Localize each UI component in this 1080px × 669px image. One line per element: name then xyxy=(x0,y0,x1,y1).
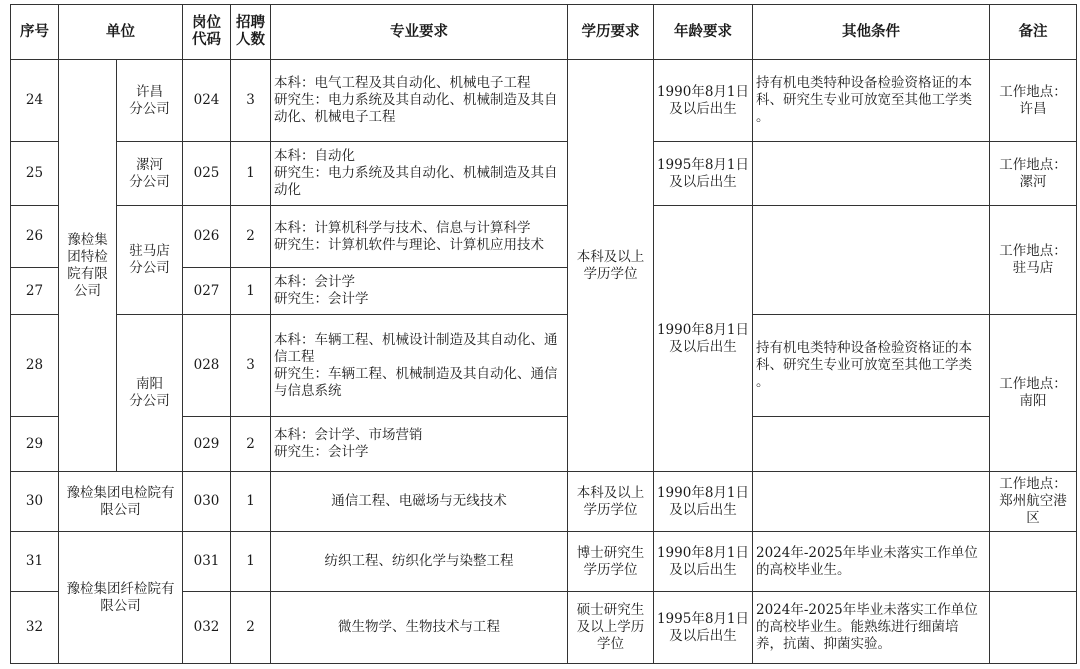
seq-cell: 25 xyxy=(11,142,59,206)
subunit-cell: 许昌 分公司 xyxy=(117,60,183,142)
age-cell: 1995年8月1日 及以后出生 xyxy=(654,592,753,664)
table-row xyxy=(11,206,1077,268)
table-row xyxy=(11,472,1077,532)
code-cell: 028 xyxy=(183,315,231,417)
unit-group-cell: 豫检集团特检院有限公司 xyxy=(59,60,117,472)
header-age: 年龄要求 xyxy=(654,5,753,60)
count-cell: 2 xyxy=(231,206,271,268)
note-cell: 工作地点： 郑州航空港 区 xyxy=(990,472,1077,532)
seq-cell: 30 xyxy=(11,472,59,532)
edu-cell: 本科及以上 学历学位 xyxy=(568,60,654,472)
major-cell: 本科：自动化 研究生：电力系统及其自动化、机械制造及其自动化 xyxy=(271,142,568,206)
seq-cell: 29 xyxy=(11,417,59,472)
code-cell: 025 xyxy=(183,142,231,206)
header-note: 备注 xyxy=(990,5,1077,60)
seq-cell: 26 xyxy=(11,206,59,268)
other-cell xyxy=(753,142,990,206)
major-cell: 本科：电气工程及其自动化、机械电子工程 研究生：电力系统及其自动化、机械制造及其自动化、机械电子工程 xyxy=(271,60,568,142)
major-cell: 通信工程、电磁场与无线技术 xyxy=(271,472,568,532)
header-code: 岗位 代码 xyxy=(183,5,231,60)
other-cell: 2024年-2025年毕业未落实工作单位 的高校毕业生。能熟练进行细菌培 养，抗菌、抑菌实验。 xyxy=(753,592,990,664)
subunit-cell: 南阳 分公司 xyxy=(117,315,183,472)
code-cell: 030 xyxy=(183,472,231,532)
seq-cell: 32 xyxy=(11,592,59,664)
header-edu: 学历要求 xyxy=(568,5,654,60)
table-row xyxy=(11,142,1077,206)
header-row xyxy=(11,5,1077,60)
other-cell xyxy=(753,472,990,532)
note-cell: 工作地点： 漯河 xyxy=(990,142,1077,206)
header-seq: 序号 xyxy=(11,5,59,60)
header-other: 其他条件 xyxy=(753,5,990,60)
subunit-cell: 漯河 分公司 xyxy=(117,142,183,206)
code-cell: 032 xyxy=(183,592,231,664)
header-unit: 单位 xyxy=(59,5,183,60)
count-cell: 2 xyxy=(231,592,271,664)
code-cell: 026 xyxy=(183,206,231,268)
major-cell: 纺织工程、纺织化学与染整工程 xyxy=(271,532,568,592)
seq-cell: 24 xyxy=(11,60,59,142)
edu-cell: 硕士研究生 及以上学历 学位 xyxy=(568,592,654,664)
count-cell: 3 xyxy=(231,315,271,417)
header-major: 专业要求 xyxy=(271,5,568,60)
seq-cell: 27 xyxy=(11,268,59,315)
seq-cell: 28 xyxy=(11,315,59,417)
note-cell xyxy=(990,532,1077,592)
count-cell: 1 xyxy=(231,472,271,532)
unit-group-cell: 豫检集团纤检院有限公司 xyxy=(59,532,183,664)
other-cell xyxy=(753,417,990,472)
other-cell xyxy=(753,206,990,315)
major-cell: 本科：会计学、市场营销 研究生：会计学 xyxy=(271,417,568,472)
major-cell: 本科：车辆工程、机械设计制造及其自动化、通信工程 研究生：车辆工程、机械制造及其自动化、通信与信息系统 xyxy=(271,315,568,417)
note-cell: 工作地点： 许昌 xyxy=(990,60,1077,142)
code-cell: 029 xyxy=(183,417,231,472)
table-row xyxy=(11,315,1077,417)
age-cell: 1990年8月1日 及以后出生 xyxy=(654,532,753,592)
header-count: 招聘 人数 xyxy=(231,5,271,60)
count-cell: 1 xyxy=(231,268,271,315)
table-row xyxy=(11,532,1077,592)
age-cell: 1990年8月1日 及以后出生 xyxy=(654,472,753,532)
subunit-cell: 驻马店 分公司 xyxy=(117,206,183,315)
note-cell: 工作地点： 南阳 xyxy=(990,315,1077,472)
seq-cell: 31 xyxy=(11,532,59,592)
code-cell: 027 xyxy=(183,268,231,315)
major-cell: 微生物学、生物技术与工程 xyxy=(271,592,568,664)
count-cell: 3 xyxy=(231,60,271,142)
age-cell: 1995年8月1日 及以后出生 xyxy=(654,142,753,206)
other-cell: 2024年-2025年毕业未落实工作单位 的高校毕业生。 xyxy=(753,532,990,592)
note-cell xyxy=(990,592,1077,664)
other-cell: 持有机电类特种设备检验资格证的本 科、研究生专业可放宽至其他工学类 。 xyxy=(753,315,990,417)
major-cell: 本科：计算机科学与技术、信息与计算科学 研究生：计算机软件与理论、计算机应用技术 xyxy=(271,206,568,268)
count-cell: 1 xyxy=(231,532,271,592)
count-cell: 2 xyxy=(231,417,271,472)
code-cell: 024 xyxy=(183,60,231,142)
edu-cell: 博士研究生 学历学位 xyxy=(568,532,654,592)
count-cell: 1 xyxy=(231,142,271,206)
table-row xyxy=(11,60,1077,142)
major-cell: 本科：会计学 研究生：会计学 xyxy=(271,268,568,315)
note-cell: 工作地点： 驻马店 xyxy=(990,206,1077,315)
unit-group-cell: 豫检集团电检院有限公司 xyxy=(59,472,183,532)
edu-cell: 本科及以上 学历学位 xyxy=(568,472,654,532)
code-cell: 031 xyxy=(183,532,231,592)
recruitment-table xyxy=(10,4,1077,664)
age-cell: 1990年8月1日 及以后出生 xyxy=(654,60,753,142)
other-cell: 持有机电类特种设备检验资格证的本 科、研究生专业可放宽至其他工学类 。 xyxy=(753,60,990,142)
age-cell: 1990年8月1日 及以后出生 xyxy=(654,206,753,472)
